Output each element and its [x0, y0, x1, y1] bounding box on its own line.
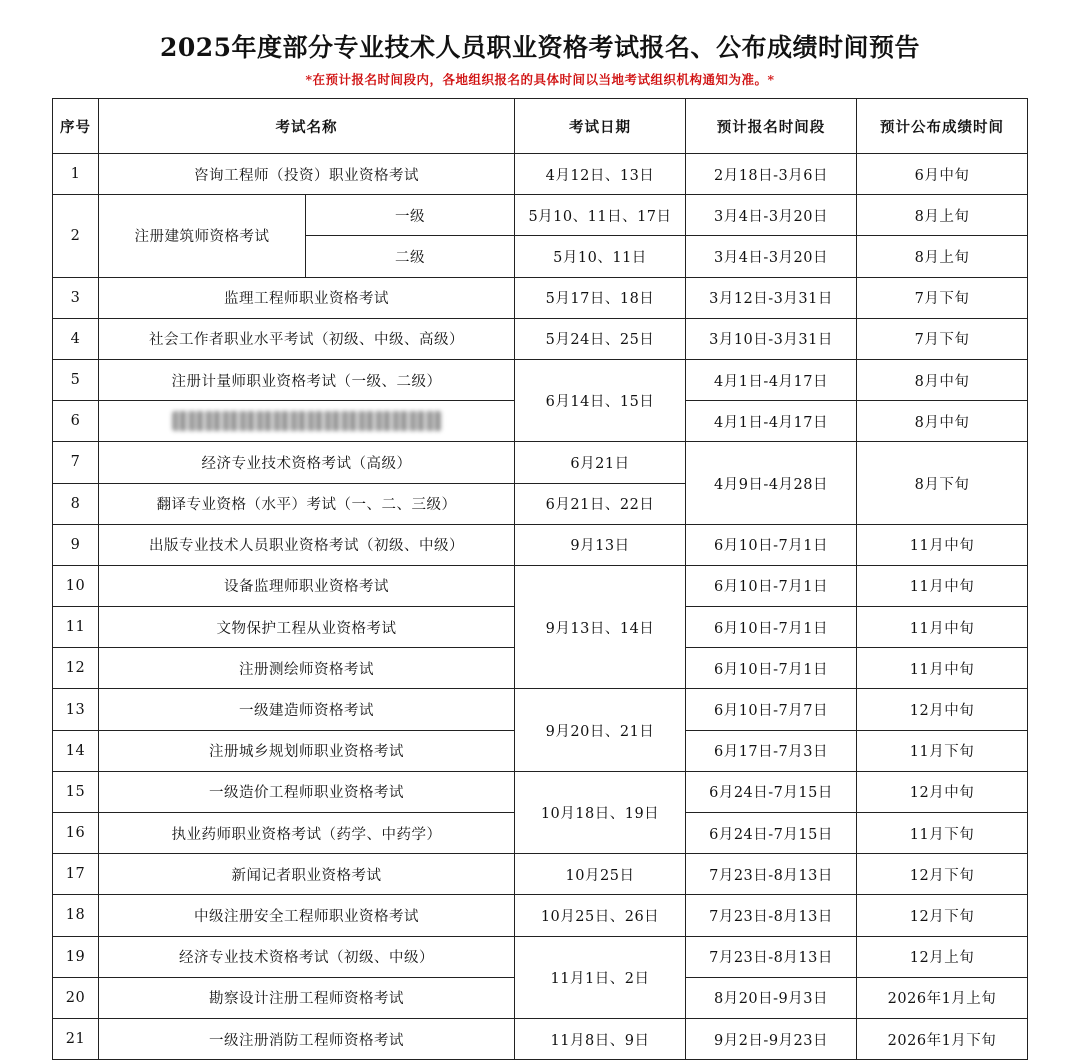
exam-date: 6月21日、22日	[515, 483, 686, 524]
registration-period: 7月23日-8月13日	[686, 936, 857, 977]
row-no: 8	[53, 483, 99, 524]
registration-period: 7月23日-8月13日	[686, 895, 857, 936]
exam-date: 9月13日、14日	[515, 565, 686, 689]
exam-date: 10月25日	[515, 854, 686, 895]
exam-name: 出版专业技术人员职业资格考试（初级、中级）	[99, 524, 515, 565]
exam-name: 一级注册消防工程师资格考试	[99, 1018, 515, 1059]
registration-note: *在预计报名时间段内，各地组织报名的具体时间以当地考试组织机构通知为准。*	[305, 72, 775, 87]
result-time: 8月中旬	[857, 359, 1028, 400]
table-row	[53, 854, 1028, 895]
table-row	[53, 442, 1028, 483]
result-time: 11月下旬	[857, 730, 1028, 771]
row-no: 15	[53, 771, 99, 812]
result-time: 12月中旬	[857, 689, 1028, 730]
exam-name: 经济专业技术资格考试（高级）	[99, 442, 515, 483]
header-row	[53, 99, 1028, 154]
header-result: 预计公布成绩时间	[857, 99, 1028, 154]
row-no: 20	[53, 977, 99, 1018]
exam-date: 9月13日	[515, 524, 686, 565]
registration-period: 6月17日-7月3日	[686, 730, 857, 771]
registration-period: 6月10日-7月1日	[686, 648, 857, 689]
exam-name: 翻译专业资格（水平）考试（一、二、三级）	[99, 483, 515, 524]
result-time: 8月下旬	[857, 442, 1028, 524]
exam-name: 注册计量师职业资格考试（一级、二级）	[99, 359, 515, 400]
registration-period: 4月1日-4月17日	[686, 359, 857, 400]
exam-name-redacted	[99, 401, 515, 442]
exam-date: 9月20日、21日	[515, 689, 686, 771]
exam-name: 一级建造师资格考试	[99, 689, 515, 730]
exam-name: 新闻记者职业资格考试	[99, 854, 515, 895]
row-no: 7	[53, 442, 99, 483]
exam-name: 执业药师职业资格考试（药学、中药学）	[99, 813, 515, 854]
exam-date: 10月25日、26日	[515, 895, 686, 936]
table-row	[53, 154, 1028, 195]
table-row	[53, 195, 1028, 236]
registration-period: 6月24日-7月15日	[686, 813, 857, 854]
result-time: 11月中旬	[857, 524, 1028, 565]
registration-period: 3月4日-3月20日	[686, 236, 857, 277]
exam-date: 5月24日、25日	[515, 318, 686, 359]
result-time: 7月下旬	[857, 277, 1028, 318]
result-time: 8月上旬	[857, 236, 1028, 277]
table-row	[53, 1018, 1028, 1059]
table-row	[53, 277, 1028, 318]
registration-period: 6月10日-7月1日	[686, 607, 857, 648]
exam-name: 注册建筑师资格考试	[99, 195, 306, 277]
result-time: 12月上旬	[857, 936, 1028, 977]
header-no: 序号	[53, 99, 99, 154]
exam-name: 中级注册安全工程师职业资格考试	[99, 895, 515, 936]
result-time: 12月中旬	[857, 771, 1028, 812]
exam-level: 二级	[306, 236, 515, 277]
table-row	[53, 524, 1028, 565]
row-no: 18	[53, 895, 99, 936]
exam-name: 勘察设计注册工程师资格考试	[99, 977, 515, 1018]
exam-name: 设备监理师职业资格考试	[99, 565, 515, 606]
table-row	[53, 936, 1028, 977]
row-no: 3	[53, 277, 99, 318]
registration-period: 8月20日-9月3日	[686, 977, 857, 1018]
row-no: 4	[53, 318, 99, 359]
exam-date: 4月12日、13日	[515, 154, 686, 195]
result-time: 11月下旬	[857, 813, 1028, 854]
exam-date: 6月14日、15日	[515, 359, 686, 441]
registration-period: 2月18日-3月6日	[686, 154, 857, 195]
registration-period: 4月1日-4月17日	[686, 401, 857, 442]
row-no: 14	[53, 730, 99, 771]
row-no: 5	[53, 359, 99, 400]
table-row	[53, 689, 1028, 730]
table-row	[53, 895, 1028, 936]
table-row	[53, 565, 1028, 606]
page-title: 2025年度部分专业技术人员职业资格考试报名、公布成绩时间预告	[159, 33, 921, 62]
registration-period: 4月9日-4月28日	[686, 442, 857, 524]
exam-level: 一级	[306, 195, 515, 236]
row-no: 13	[53, 689, 99, 730]
row-no: 1	[53, 154, 99, 195]
result-time: 11月中旬	[857, 565, 1028, 606]
result-time: 2026年1月下旬	[857, 1018, 1028, 1059]
redaction-blur	[172, 411, 442, 431]
exam-name: 咨询工程师（投资）职业资格考试	[99, 154, 515, 195]
exam-name: 社会工作者职业水平考试（初级、中级、高级）	[99, 318, 515, 359]
table-row	[53, 771, 1028, 812]
row-no: 10	[53, 565, 99, 606]
exam-date: 5月17日、18日	[515, 277, 686, 318]
registration-period: 9月2日-9月23日	[686, 1018, 857, 1059]
result-time: 2026年1月上旬	[857, 977, 1028, 1018]
exam-name: 一级造价工程师职业资格考试	[99, 771, 515, 812]
row-no: 16	[53, 813, 99, 854]
registration-period: 6月24日-7月15日	[686, 771, 857, 812]
exam-name: 注册测绘师资格考试	[99, 648, 515, 689]
row-no: 9	[53, 524, 99, 565]
row-no: 11	[53, 607, 99, 648]
exam-name: 经济专业技术资格考试（初级、中级）	[99, 936, 515, 977]
registration-period: 3月12日-3月31日	[686, 277, 857, 318]
result-time: 8月中旬	[857, 401, 1028, 442]
exam-date: 5月10、11日	[515, 236, 686, 277]
result-time: 11月中旬	[857, 607, 1028, 648]
exam-date: 11月8日、9日	[515, 1018, 686, 1059]
row-no: 21	[53, 1018, 99, 1059]
result-time: 11月中旬	[857, 648, 1028, 689]
table-row	[53, 359, 1028, 400]
exam-date: 11月1日、2日	[515, 936, 686, 1018]
registration-period: 6月10日-7月1日	[686, 524, 857, 565]
exam-date: 5月10、11日、17日	[515, 195, 686, 236]
row-no: 2	[53, 195, 99, 277]
exam-name: 监理工程师职业资格考试	[99, 277, 515, 318]
exam-schedule-table	[52, 98, 1028, 1060]
result-time: 8月上旬	[857, 195, 1028, 236]
registration-period: 6月10日-7月7日	[686, 689, 857, 730]
result-time: 12月下旬	[857, 854, 1028, 895]
exam-name: 注册城乡规划师职业资格考试	[99, 730, 515, 771]
registration-period: 6月10日-7月1日	[686, 565, 857, 606]
registration-period: 7月23日-8月13日	[686, 854, 857, 895]
result-time: 7月下旬	[857, 318, 1028, 359]
result-time: 6月中旬	[857, 154, 1028, 195]
exam-date: 6月21日	[515, 442, 686, 483]
row-no: 6	[53, 401, 99, 442]
exam-name: 文物保护工程从业资格考试	[99, 607, 515, 648]
result-time: 12月下旬	[857, 895, 1028, 936]
registration-period: 3月10日-3月31日	[686, 318, 857, 359]
header-date: 考试日期	[515, 99, 686, 154]
row-no: 19	[53, 936, 99, 977]
header-reg: 预计报名时间段	[686, 99, 857, 154]
row-no: 12	[53, 648, 99, 689]
registration-period: 3月4日-3月20日	[686, 195, 857, 236]
row-no: 17	[53, 854, 99, 895]
header-name: 考试名称	[99, 99, 515, 154]
table-row	[53, 318, 1028, 359]
exam-date: 10月18日、19日	[515, 771, 686, 853]
